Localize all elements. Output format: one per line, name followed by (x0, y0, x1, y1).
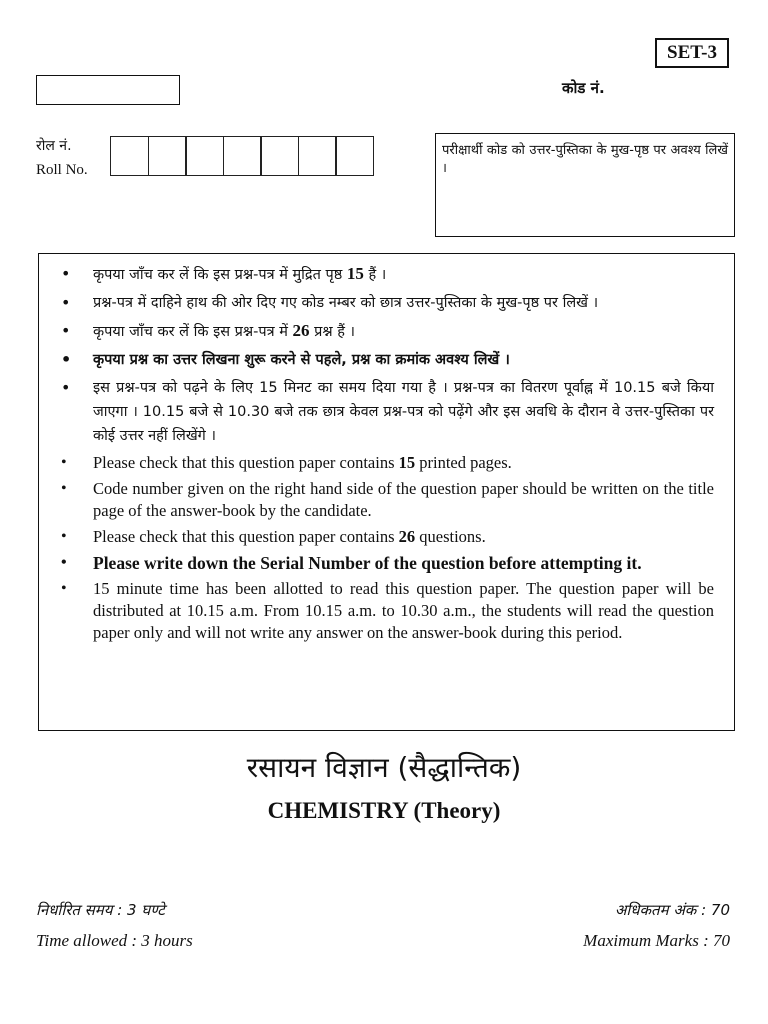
instruction-text: कृपया जाँच कर लें कि इस प्रश्न-पत्र में (93, 324, 293, 340)
instruction-en-reading-time (59, 578, 714, 644)
roll-label-english: Roll No. (36, 162, 88, 178)
bullet-icon: • (61, 264, 71, 283)
time-allowed-hindi: निर्धारित समय : 3 घण्टे (36, 901, 165, 919)
instruction-text: printed pages. (415, 453, 512, 472)
instruction-text: questions. (415, 527, 486, 546)
roll-cell (298, 136, 337, 176)
instruction-hi-reading-time (59, 376, 714, 448)
instruction-text: 15 minute time has been allotted to read this question paper. The question paper will be distributed at 10.15 a.m. From 10.15 a.m. to 10.30 a.m., the students will read the question paper only and will not write any answer on the answer-book during this period. (93, 579, 714, 642)
roll-number-label (36, 134, 88, 182)
instruction-text: इस प्रश्न-पत्र को पढ़ने के लिए 15 मिनट का समय दिया गया है । प्रश्न-पत्र का वितरण पूर्वाह्न में 10.15 बजे किया जाएगा । 10.15 बजे से 10.30 बजे तक छात्र केवल प्रश्न-पत्र को पढ़ेंगे और इस अवधि के दौरान वे उत्तर-पुस्तिका पर कोई उत्तर नहीं लिखेंगे । (93, 380, 714, 444)
roll-cell (335, 136, 374, 176)
bullet-icon: • (61, 480, 67, 497)
instruction-text: प्रश्न-पत्र में दाहिने हाथ की ओर दिए गए कोड नम्बर को छात्र उत्तर-पुस्तिका के मुख-पृष्ठ पर लिखें । (93, 295, 599, 311)
instruction-text: प्रश्न हैं । (309, 324, 356, 340)
candidate-code-note: परीक्षार्थी कोड को उत्तर-पुस्तिका के मुख-पृष्ठ पर अवश्य लिखें । (435, 133, 735, 237)
page-count: 15 (346, 264, 364, 283)
bullet-icon: • (61, 528, 67, 545)
bullet-icon: • (61, 293, 71, 312)
instruction-text: कृपया प्रश्न का उत्तर लिखना शुरू करने से पहले, प्रश्न का क्रमांक अवश्य लिखें । (93, 352, 510, 368)
max-marks-hindi: अधिकतम अंक : 70 (614, 901, 730, 919)
instruction-text: Please check that this question paper contains (93, 453, 399, 472)
bullet-icon: • (61, 454, 67, 471)
bullet-icon: • (61, 378, 71, 397)
roll-cell (148, 136, 187, 176)
instruction-en-questions (59, 526, 714, 548)
bullet-icon: • (61, 350, 72, 369)
instruction-en-pages (59, 452, 714, 474)
instruction-hi-serial (59, 348, 714, 372)
set-label: SET-3 (655, 38, 729, 68)
roll-cell (223, 136, 262, 176)
time-allowed-english: Time allowed : 3 hours (36, 931, 193, 950)
instruction-en-serial (59, 552, 714, 574)
instruction-text: Code number given on the right hand side of the question paper should be written on the title page of the answer-book by the candidate. (93, 479, 714, 520)
instruction-en-code (59, 478, 714, 522)
instruction-text: कृपया जाँच कर लें कि इस प्रश्न-पत्र में मुद्रित पृष्ठ (93, 267, 347, 283)
question-count: 26 (292, 321, 310, 340)
code-number-label: कोड नं. (562, 79, 605, 97)
bullet-icon: • (61, 554, 67, 571)
instruction-text: हैं । (363, 267, 387, 283)
bullet-icon: • (61, 580, 67, 597)
question-count: 26 (398, 527, 416, 546)
instruction-text: Please write down the Serial Number of the question before attempting it. (93, 553, 642, 573)
max-marks-english: Maximum Marks : 70 (583, 931, 730, 950)
instruction-hi-questions (59, 319, 714, 344)
instruction-hi-pages (59, 262, 714, 287)
subject-title-english: CHEMISTRY (Theory) (267, 798, 501, 823)
roll-cell (260, 136, 299, 176)
instruction-text: Please check that this question paper contains (93, 527, 399, 546)
instructions-list (59, 262, 714, 644)
roll-cell (110, 136, 149, 176)
instructions-box (38, 253, 735, 731)
subject-title-hindi: रसायन विज्ञान (सैद्धान्तिक) (246, 751, 522, 784)
bullet-icon: • (61, 321, 71, 340)
page-count: 15 (398, 453, 416, 472)
instruction-hi-code (59, 291, 714, 315)
code-number-box (36, 75, 180, 105)
roll-number-grid (110, 136, 374, 176)
roll-label-hindi: रोल नं. (36, 138, 72, 154)
roll-cell (185, 136, 224, 176)
